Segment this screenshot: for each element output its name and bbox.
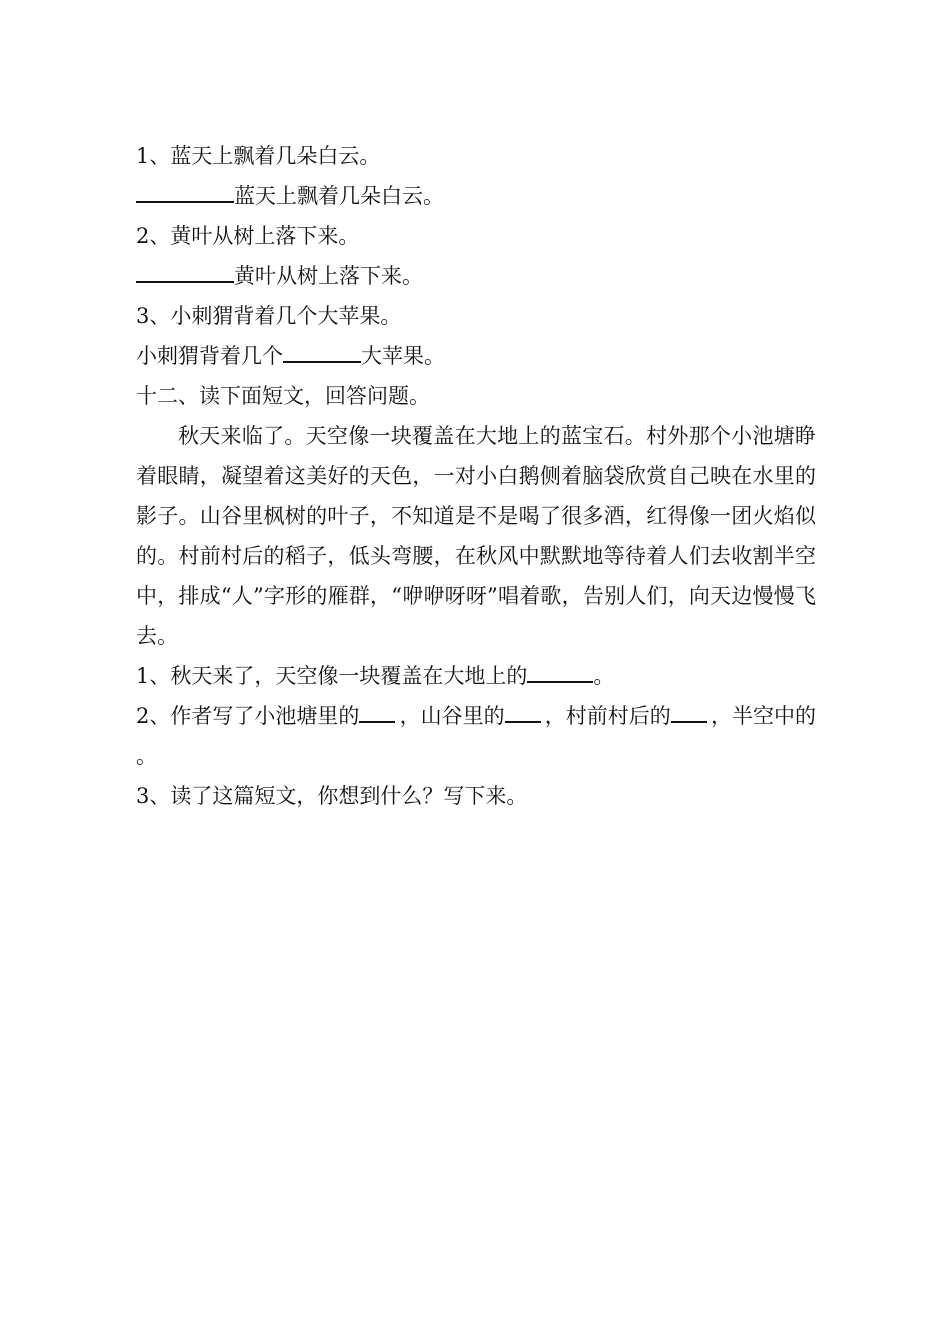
ex12-q2-segment-3	[545, 696, 707, 736]
answer-blank[interactable]	[359, 697, 395, 723]
answer-blank[interactable]	[136, 257, 234, 283]
answer-blank[interactable]	[283, 337, 361, 363]
ex11-answer-2-text: 黄叶从树上落下来。	[234, 264, 423, 288]
ex11-answer-3	[136, 336, 816, 376]
answer-blank[interactable]	[136, 177, 234, 203]
ex12-q2-text-3: ，村前村后的	[544, 704, 671, 728]
ex11-question-1: 1、蓝天上飘着几朵白云。	[136, 144, 381, 168]
ex12-question-1-after: 。	[593, 664, 615, 688]
ex12-q2-segment-2	[400, 696, 541, 736]
ex12-q2-text-2: ，山谷里的	[399, 704, 505, 728]
ex12-q2-text-4: ，半空中的	[710, 704, 816, 728]
answer-blank[interactable]	[505, 697, 541, 723]
ex11-answer-1-text: 蓝天上飘着几朵白云。	[234, 184, 444, 208]
ex12-question-1-before: 1、秋天来了，天空像一块覆盖在大地上的	[136, 664, 528, 688]
ex12-question-3: 3、读了这篇短文，你想到什么？写下来。	[136, 784, 528, 808]
ex11-answer-3-after: 大苹果。	[361, 344, 445, 368]
ex12-q2-segment-1	[136, 696, 395, 736]
ex12-question-2-end: 。	[136, 744, 157, 768]
worksheet-page	[136, 136, 816, 816]
ex12-question-1	[136, 656, 816, 696]
reading-passage: 秋天来临了。天空像一块覆盖在大地上的蓝宝石。村外那个小池塘睁着眼睛，凝望着这美好的天色，一对小白鹅侧着脑袋欣赏自己映在水里的影子。山谷里枫树的叶子，不知道是不是喝了很多酒，红得像一团火焰似的。村前村后的稻子，低头弯腰，在秋风中默默地等待着人们去收割半空中，排成“人”字形的雁群，“咿咿呀呀”唱着歌，告别人们，向天边慢慢飞去。	[136, 424, 816, 648]
ex12-heading: 十二、读下面短文，回答问题。	[136, 384, 430, 408]
ex11-answer-1	[136, 176, 816, 216]
answer-blank[interactable]	[671, 697, 707, 723]
ex11-answer-2	[136, 256, 816, 296]
ex12-question-2	[136, 696, 816, 736]
ex11-question-3: 3、小刺猬背着几个大苹果。	[136, 304, 402, 328]
ex11-answer-3-before: 小刺猬背着几个	[136, 344, 283, 368]
ex11-question-2: 2、黄叶从树上落下来。	[136, 224, 360, 248]
answer-blank[interactable]	[527, 657, 593, 683]
ex12-q2-text-1: 2、作者写了小池塘里的	[136, 704, 360, 728]
